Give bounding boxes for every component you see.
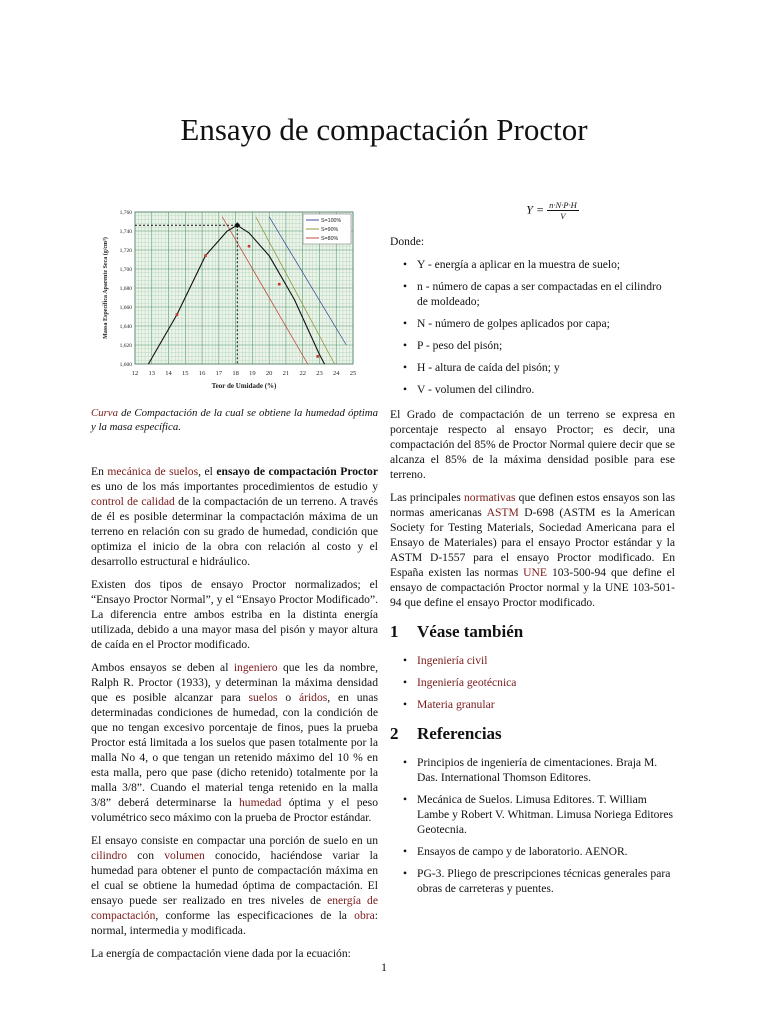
list-item: • PG-3. Pliego de prescripciones técnicas generales para obras de carreteras y puentes.: [417, 866, 675, 896]
equation-denominator: V: [560, 211, 566, 221]
legend-label: S=100%: [321, 218, 342, 224]
list-item: [417, 653, 675, 668]
x-axis-label: Teor de Umidade (%): [211, 382, 277, 390]
y-tick-label: 1,600: [119, 362, 132, 368]
left-column: [91, 202, 378, 969]
energy-equation: Y = $\frac{n\cdot N\cdot P\cdot H}{V}$: [526, 200, 577, 221]
x-tick-label: 23: [316, 370, 323, 377]
data-point: [248, 245, 251, 248]
list-item: • V - volumen del cilindro.: [417, 382, 675, 397]
section-heading-vease: 1 Véase también: [390, 622, 524, 641]
data-point: [176, 313, 179, 316]
paragraph-grado: El Grado de compactación de un terreno se expresa en porcentaje respecto al ensayo Proctor; es decir, una compactación del 85% de Proctor Normal quiere decir que se alcanza el 85% de la máxima densidad posible para ese terreno.: [390, 408, 675, 481]
paragraph-intro: En mecánica de suelos, el ensayo de compactación Proctor es uno de los más importantes procedimientos de estudio y control de calidad de la compactación de un terreno. A través de él es posible determinar la compactación máxima de un terreno en relación con su grado de humedad, condición que optimiza el inicio de la obra con relación al costo y el desarrollo estructural e hidráulico.: [91, 465, 379, 568]
link-energia-de-compactacion[interactable]: energía de compactación: [91, 894, 378, 922]
link-materia-granular[interactable]: Materia granular: [417, 698, 495, 711]
right-column: [390, 200, 675, 906]
y-tick-label: 1,640: [119, 324, 132, 330]
figure-caption: [91, 406, 378, 434]
link-mecanica-de-suelos[interactable]: mecánica de suelos: [107, 465, 199, 478]
list-item: • n - número de capas a ser compactadas en el cilindro de moldeado;: [417, 279, 675, 309]
bold-term: ensayo de compactación Proctor: [216, 465, 379, 478]
x-tick-label: 14: [165, 370, 172, 377]
equation-numerator: n·N·P·H: [549, 200, 577, 210]
y-tick-label: 1,740: [119, 229, 132, 235]
x-tick-label: 19: [249, 370, 256, 377]
paragraph-energy: La energía de compactación viene dada por la ecuación:: [91, 947, 351, 960]
link-astm[interactable]: ASTM: [486, 506, 519, 519]
x-tick-label: 16: [198, 370, 206, 377]
link-cilindro[interactable]: cilindro: [91, 849, 128, 862]
list-item: • Mecánica de Suelos. Limusa Editores. T. William Lambe y Robert V. Whitman. Limusa Noriega Editores Geotecnia.: [417, 792, 675, 837]
x-tick-label: 12: [131, 370, 139, 377]
link-normativas[interactable]: normativas: [463, 491, 516, 504]
y-tick-label: 1,680: [119, 286, 132, 292]
paragraph-normativas: Las principales normativas que definen estos ensayos son las normas americanas ASTM D-698 (ASTM es la American Society for Testing Materials, Sociedad Americana para el Ensayo de Materiales) para el ensayo Proctor estándar y la ASTM D-1557 para el ensayo Proctor modificado. En España existen las normas UNE 103-500-94 que define el ensayo de compactación Proctor normal y la UNE 103-501-94 que define el ensayo Proctor modificado.: [390, 491, 676, 609]
x-tick-label: 21: [282, 370, 290, 377]
paragraph-types: Existen dos tipos de ensayo Proctor normalizados; el “Ensayo Proctor Normal”, y el “Ensayo Proctor Modificado”. La diferencia entre ambos estriba en la distinta energía utilizada, debido a una mayor masa del pisón y mayor altura de caída en el Proctor modificado.: [91, 578, 378, 651]
compaction-curve-chart: [91, 202, 378, 398]
references-list: [390, 755, 675, 896]
link-curva[interactable]: Curva: [91, 407, 118, 419]
link-ingeniero[interactable]: ingeniero: [233, 661, 278, 674]
y-tick-label: 1,760: [119, 210, 132, 216]
page-title: Ensayo de compactación Proctor: [180, 112, 588, 147]
link-suelos[interactable]: suelos: [248, 691, 278, 704]
paragraph-history: Ambos ensayos se deben al ingeniero que les da nombre, Ralph R. Proctor (1933), y determinan la máxima densidad que es posible alcanzar para suelos o áridos, en unas determinadas condiciones de humedad, con la condición de que no tengan excesivo porcentaje de finos, pues la prueba Proctor está limitada a los suelos que pasen totalmente por la malla No 4, o que tengan un retenido máximo del 10 % en esta malla, pero que pase (dicho retenido) totalmente por la malla 3/8”. Cuando el material tenga retenido en la malla 3/8” deberá determinarse la humedad óptima y el peso volumétrico seco máximo con la prueba de Proctor estándar.: [91, 661, 379, 824]
link-ingenieria-geotecnica[interactable]: Ingeniería geotécnica: [417, 676, 517, 689]
x-tick-label: 22: [299, 370, 306, 377]
list-item: [417, 697, 675, 712]
x-tick-label: 25: [349, 370, 357, 377]
link-control-de-calidad[interactable]: control de calidad: [91, 495, 175, 508]
link-humedad[interactable]: humedad: [238, 796, 282, 809]
list-item: [417, 675, 675, 690]
list-item: • Y - energía a aplicar en la muestra de suelo;: [417, 257, 675, 272]
list-item: • Principios de ingeniería de cimentaciones. Braja M. Das. International Thomson Editores.: [417, 755, 675, 785]
link-volumen[interactable]: volumen: [164, 849, 205, 862]
link-ingenieria-civil[interactable]: Ingeniería civil: [417, 654, 488, 667]
link-aridos[interactable]: áridos: [298, 691, 328, 704]
see-also-list: [390, 653, 675, 712]
caption-text: de Compactación de la cual se obtiene la humedad óptima y la masa específica.: [91, 407, 378, 433]
x-tick-label: 18: [232, 370, 239, 377]
x-tick-label: 13: [148, 370, 156, 377]
page-number: 1: [381, 960, 387, 974]
paragraph-procedure: El ensayo consiste en compactar una porción de suelo en un cilindro con volumen conocido, haciéndose variar la humedad para obtener el punto de compactación máxima en el cual se obtiene la humedad óptima de compactación. El ensayo puede ser realizado en tres niveles de energía de compactación, conforme las especificaciones de la obra: normal, intermedia y modificada.: [91, 834, 378, 937]
data-point: [316, 355, 319, 358]
link-une[interactable]: UNE: [523, 566, 547, 579]
y-tick-label: 1,620: [119, 343, 132, 349]
variables-list: [390, 257, 675, 397]
data-point: [278, 283, 281, 286]
y-tick-label: 1,660: [119, 305, 132, 311]
list-item: • N - número de golpes aplicados por capa;: [417, 316, 675, 331]
y-tick-label: 1,700: [119, 267, 132, 273]
x-tick-label: 15: [182, 370, 189, 377]
link-obra[interactable]: obra: [354, 909, 375, 922]
x-tick-label: 20: [265, 370, 273, 377]
legend-label: S=80%: [321, 236, 339, 242]
list-item: • Ensayos de campo y de laboratorio. AENOR.: [417, 844, 675, 859]
x-tick-label: 17: [215, 370, 223, 377]
donde-label: Donde:: [390, 235, 425, 248]
list-item: • P - peso del pisón;: [417, 338, 675, 353]
x-tick-label: 24: [332, 370, 340, 377]
section-heading-referencias: 2 Referencias: [390, 724, 502, 743]
y-axis-label: Massa Específica Aparente Seca (g/cm³): [103, 237, 109, 339]
y-tick-label: 1,720: [119, 248, 132, 254]
data-point: [204, 254, 207, 257]
list-item: • H - altura de caída del pisón; y: [417, 360, 675, 375]
legend-label: S=90%: [321, 227, 339, 233]
